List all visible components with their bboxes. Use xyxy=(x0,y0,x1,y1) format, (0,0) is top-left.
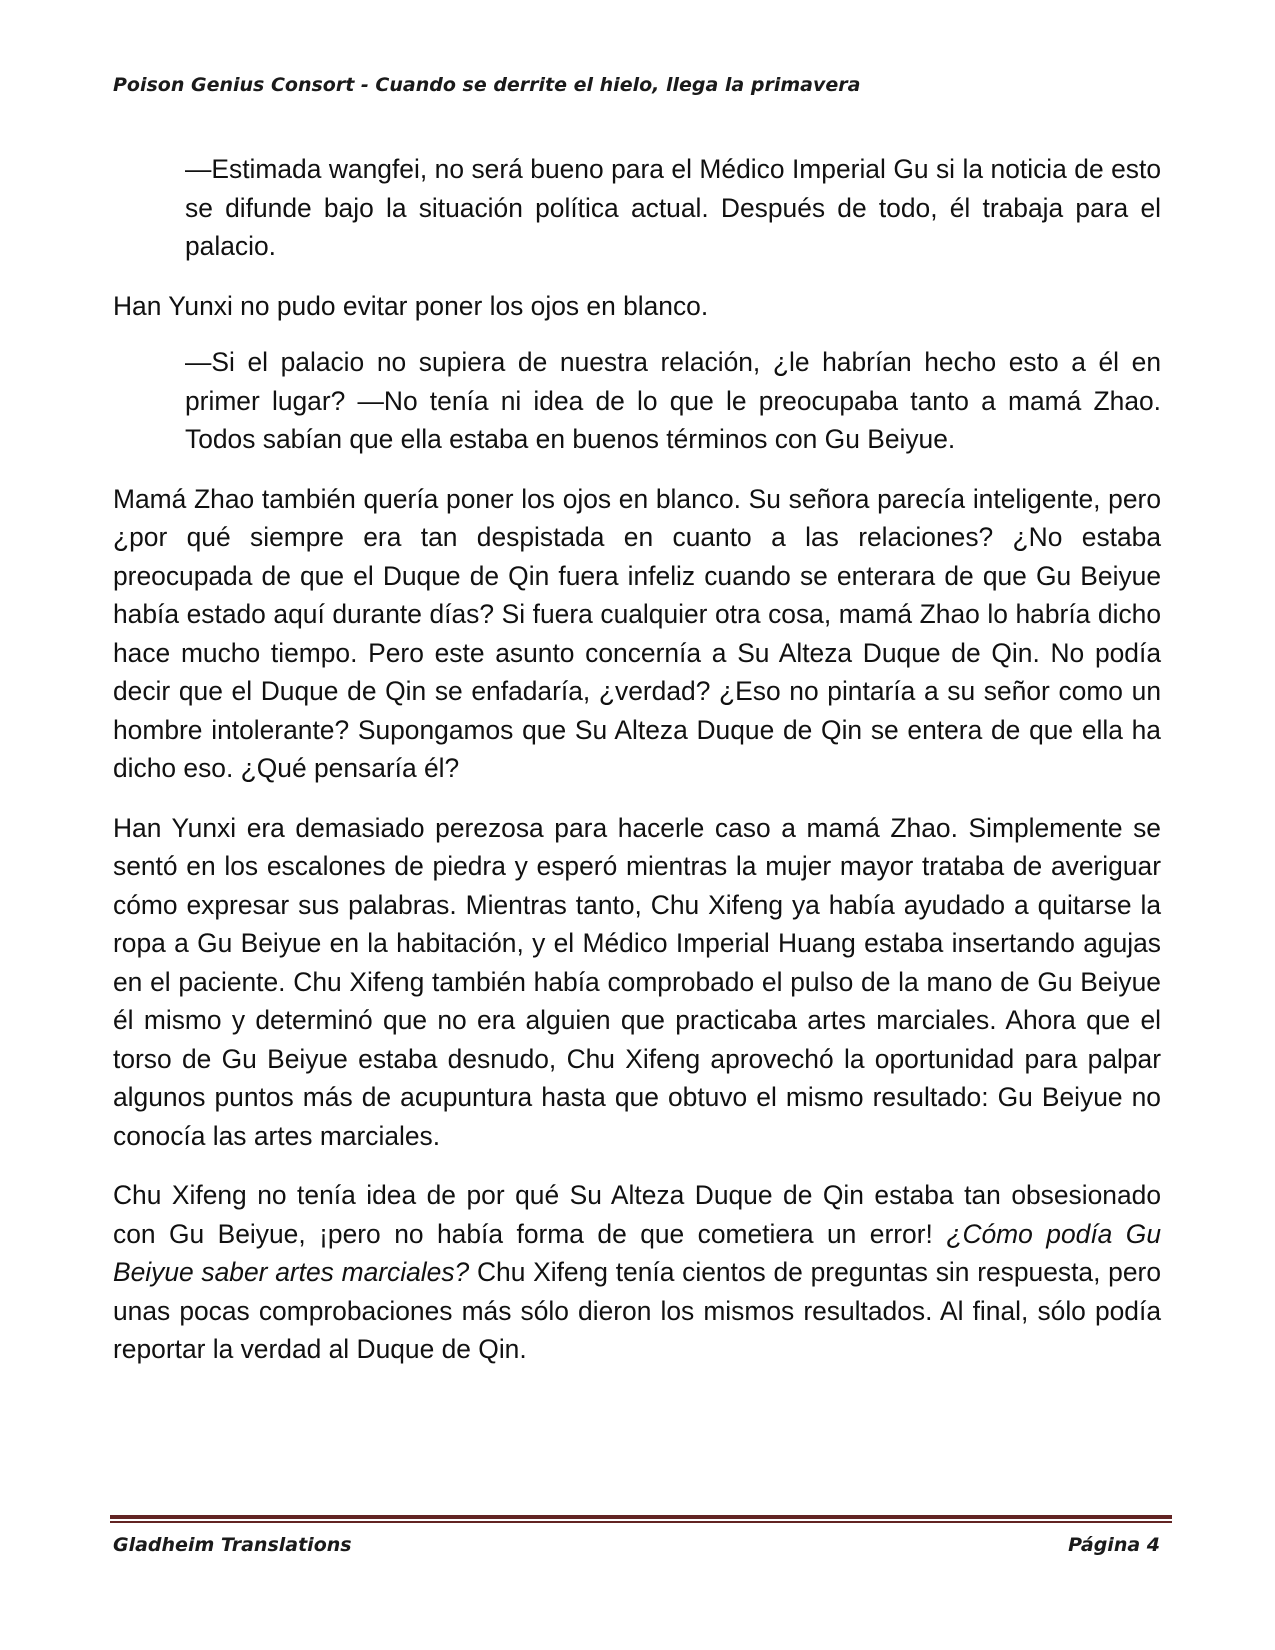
paragraph xyxy=(113,1176,1161,1369)
paragraph: Han Yunxi no pudo evitar poner los ojos en blanco. xyxy=(113,290,709,321)
footer-divider-thick xyxy=(110,1515,1172,1519)
paragraph-text: Chu Xifeng tenía cientos de preguntas sin respuesta, pero unas pocas comprobaciones más sólo dieron los mismos resultados. Al final, sólo podía reportar la verdad al Duque de Qin. xyxy=(113,1257,1161,1364)
paragraph: —Si el palacio no supiera de nuestra relación, ¿le habrían hecho esto a él en primer lugar? —No tenía ni idea de lo que le preocupaba tanto a mamá Zhao. Todos sabían que ella estaba en buenos términos con Gu Beiyue. xyxy=(185,347,1161,454)
footer-divider-thin xyxy=(110,1521,1172,1523)
paragraph: —Estimada wangfei, no será bueno para el Médico Imperial Gu si la noticia de esto se difunde bajo la situación política actual. Después de todo, él trabaja para el palacio. xyxy=(185,154,1161,261)
paragraph: Mamá Zhao también quería poner los ojos en blanco. Su señora parecía inteligente, pero ¿por qué siempre era tan despistada en cuanto a las relaciones? ¿No estaba preocupada de que el Duque de Qin fuera infeliz cuando se enterara de que Gu Beiyue había estado aquí durante días? Si fuera cualquier otra cosa, mamá Zhao lo habría dicho hace mucho tiempo. Pero este asunto concernía a Su Alteza Duque de Qin. No podía decir que el Duque de Qin se enfadaría, ¿verdad? ¿Eso no pintaría a su señor como un hombre intolerante? Supongamos que Su Alteza Duque de Qin se entera de que ella ha dicho eso. ¿Qué pensaría él? xyxy=(113,483,1161,783)
paragraph: Han Yunxi era demasiado perezosa para hacerle caso a mamá Zhao. Simplemente se sentó en los escalones de piedra y esperó mientras la mujer mayor trataba de averiguar cómo expresar sus palabras. Mientras tanto, Chu Xifeng ya había ayudado a quitarse la ropa a Gu Beiyue en la habitación, y el Médico Imperial Huang estaba insertando agujas en el paciente. Chu Xifeng también había comprobado el pulso de la mano de Gu Beiyue él mismo y determinó que no era alguien que practicaba artes marciales. Ahora que el torso de Gu Beiyue estaba desnudo, Chu Xifeng aprovechó la oportunidad para palpar algunos puntos más de acupuntura hasta que obtuvo el mismo resultado: Gu Beiyue no conocía las artes marciales. xyxy=(113,812,1161,1151)
running-header: Poison Genius Consort - Cuando se derrite el hielo, llega la primavera xyxy=(113,74,861,96)
italic-question: ¿Cómo podía Gu Beiyue saber artes marciales? xyxy=(113,1218,1161,1287)
footer-translator: Gladheim Translations xyxy=(113,1534,352,1556)
page-number: Página 4 xyxy=(1068,1534,1160,1556)
page-body xyxy=(113,150,1161,1390)
footer-divider xyxy=(110,1515,1172,1523)
paragraph-text: Chu Xifeng no tenía idea de por qué Su Alteza Duque de Qin estaba tan obsesionado con Gu Beiyue, ¡pero no había forma de que cometiera un error! xyxy=(113,1180,1161,1249)
